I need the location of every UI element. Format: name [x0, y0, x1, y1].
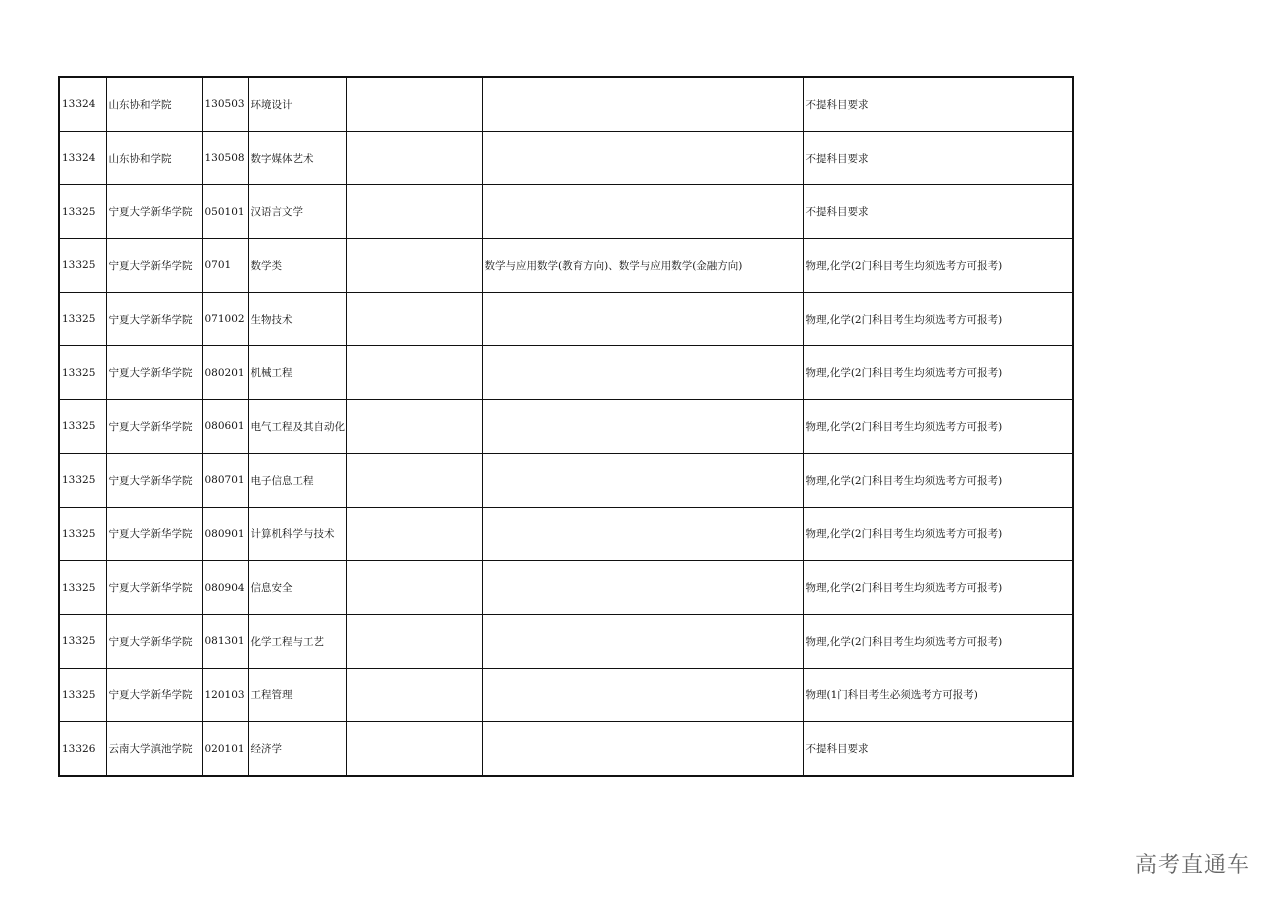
- included-majors-cell: 数学与应用数学(教育方向)、数学与应用数学(金融方向): [482, 239, 803, 293]
- subject-requirement-cell: 物理,化学(2门科目考生均须选考方可报考): [803, 400, 1073, 454]
- major-code-cell: 080901: [202, 507, 248, 561]
- table-row: [59, 400, 1073, 454]
- school-code-cell: 13324: [59, 77, 106, 131]
- school-code-cell: 13325: [59, 239, 106, 293]
- major-code-cell: 081301: [202, 614, 248, 668]
- remark-cell: [346, 453, 482, 507]
- subject-requirement-cell: 不提科目要求: [803, 131, 1073, 185]
- school-code-cell: 13325: [59, 561, 106, 615]
- remark-cell: [346, 400, 482, 454]
- major-name-cell: 工程管理: [248, 668, 346, 722]
- major-code-cell: 130508: [202, 131, 248, 185]
- table-row: [59, 453, 1073, 507]
- school-name-cell: 山东协和学院: [106, 131, 202, 185]
- school-code-cell: 13325: [59, 346, 106, 400]
- subject-requirement-cell: 物理,化学(2门科目考生均须选考方可报考): [803, 614, 1073, 668]
- remark-cell: [346, 668, 482, 722]
- major-name-cell: 汉语言文学: [248, 185, 346, 239]
- major-code-cell: 080201: [202, 346, 248, 400]
- included-majors-cell: [482, 400, 803, 454]
- remark-cell: [346, 185, 482, 239]
- table-row: [59, 239, 1073, 293]
- major-code-cell: 020101: [202, 722, 248, 776]
- included-majors-cell: [482, 77, 803, 131]
- included-majors-cell: [482, 131, 803, 185]
- major-code-cell: 080904: [202, 561, 248, 615]
- school-name-cell: 宁夏大学新华学院: [106, 668, 202, 722]
- subject-requirement-cell: 不提科目要求: [803, 722, 1073, 776]
- school-code-cell: 13325: [59, 614, 106, 668]
- table-row: [59, 131, 1073, 185]
- school-code-cell: 13324: [59, 131, 106, 185]
- included-majors-cell: [482, 453, 803, 507]
- remark-cell: [346, 614, 482, 668]
- major-name-cell: 经济学: [248, 722, 346, 776]
- subject-requirement-cell: 物理(1门科目考生必须选考方可报考): [803, 668, 1073, 722]
- major-name-cell: 环境设计: [248, 77, 346, 131]
- included-majors-cell: [482, 561, 803, 615]
- major-name-cell: 计算机科学与技术: [248, 507, 346, 561]
- included-majors-cell: [482, 507, 803, 561]
- major-code-cell: 0701: [202, 239, 248, 293]
- remark-cell: [346, 77, 482, 131]
- included-majors-cell: [482, 722, 803, 776]
- remark-cell: [346, 561, 482, 615]
- school-code-cell: 13326: [59, 722, 106, 776]
- major-name-cell: 化学工程与工艺: [248, 614, 346, 668]
- school-name-cell: 宁夏大学新华学院: [106, 453, 202, 507]
- subject-requirement-cell: 物理,化学(2门科目考生均须选考方可报考): [803, 453, 1073, 507]
- table-row: [59, 561, 1073, 615]
- included-majors-cell: [482, 614, 803, 668]
- major-name-cell: 电子信息工程: [248, 453, 346, 507]
- subject-requirements-table: [58, 76, 1074, 777]
- school-code-cell: 13325: [59, 668, 106, 722]
- included-majors-cell: [482, 292, 803, 346]
- school-name-cell: 宁夏大学新华学院: [106, 400, 202, 454]
- major-code-cell: 071002: [202, 292, 248, 346]
- major-code-cell: 080701: [202, 453, 248, 507]
- table-row: [59, 185, 1073, 239]
- school-name-cell: 宁夏大学新华学院: [106, 561, 202, 615]
- school-code-cell: 13325: [59, 185, 106, 239]
- included-majors-cell: [482, 668, 803, 722]
- school-code-cell: 13325: [59, 453, 106, 507]
- school-name-cell: 云南大学滇池学院: [106, 722, 202, 776]
- subject-requirement-cell: 物理,化学(2门科目考生均须选考方可报考): [803, 346, 1073, 400]
- subject-requirement-cell: 物理,化学(2门科目考生均须选考方可报考): [803, 561, 1073, 615]
- major-name-cell: 生物技术: [248, 292, 346, 346]
- included-majors-cell: [482, 185, 803, 239]
- school-name-cell: 山东协和学院: [106, 77, 202, 131]
- major-code-cell: 130503: [202, 77, 248, 131]
- remark-cell: [346, 239, 482, 293]
- subject-requirement-cell: 不提科目要求: [803, 185, 1073, 239]
- major-name-cell: 信息安全: [248, 561, 346, 615]
- table-row: [59, 292, 1073, 346]
- subject-requirement-cell: 物理,化学(2门科目考生均须选考方可报考): [803, 239, 1073, 293]
- major-name-cell: 数字媒体艺术: [248, 131, 346, 185]
- major-name-cell: 机械工程: [248, 346, 346, 400]
- included-majors-cell: [482, 346, 803, 400]
- major-code-cell: 050101: [202, 185, 248, 239]
- subject-requirement-cell: 不提科目要求: [803, 77, 1073, 131]
- school-name-cell: 宁夏大学新华学院: [106, 614, 202, 668]
- remark-cell: [346, 346, 482, 400]
- table-row: [59, 614, 1073, 668]
- table-row: [59, 668, 1073, 722]
- major-code-cell: 120103: [202, 668, 248, 722]
- remark-cell: [346, 131, 482, 185]
- subject-requirement-cell: 物理,化学(2门科目考生均须选考方可报考): [803, 507, 1073, 561]
- school-name-cell: 宁夏大学新华学院: [106, 507, 202, 561]
- table-row: [59, 346, 1073, 400]
- remark-cell: [346, 722, 482, 776]
- table-row: [59, 507, 1073, 561]
- school-code-cell: 13325: [59, 292, 106, 346]
- school-name-cell: 宁夏大学新华学院: [106, 292, 202, 346]
- remark-cell: [346, 507, 482, 561]
- school-name-cell: 宁夏大学新华学院: [106, 239, 202, 293]
- remark-cell: [346, 292, 482, 346]
- school-code-cell: 13325: [59, 400, 106, 454]
- subject-requirement-cell: 物理,化学(2门科目考生均须选考方可报考): [803, 292, 1073, 346]
- table-body: [59, 77, 1073, 776]
- school-name-cell: 宁夏大学新华学院: [106, 346, 202, 400]
- school-name-cell: 宁夏大学新华学院: [106, 185, 202, 239]
- major-name-cell: 数学类: [248, 239, 346, 293]
- school-code-cell: 13325: [59, 507, 106, 561]
- table-row: [59, 77, 1073, 131]
- major-name-cell: 电气工程及其自动化: [248, 400, 346, 454]
- table-row: [59, 722, 1073, 776]
- watermark-logo-text: 高考直通车: [1134, 853, 1250, 878]
- major-code-cell: 080601: [202, 400, 248, 454]
